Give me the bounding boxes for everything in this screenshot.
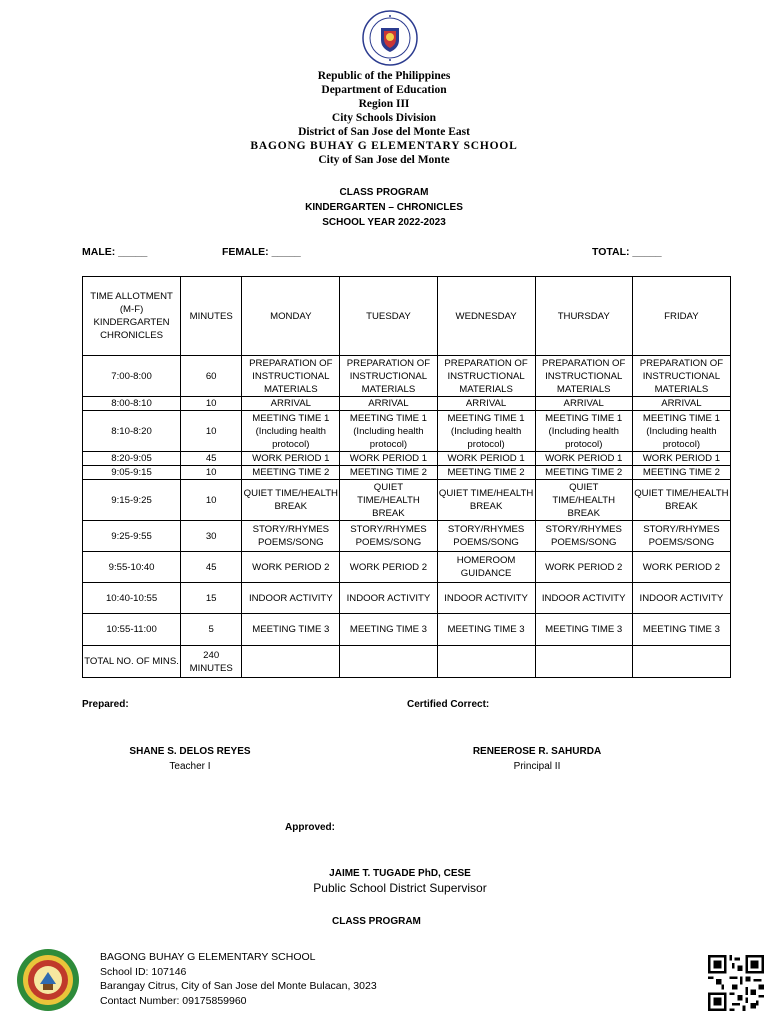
principal-title: Principal II	[513, 761, 561, 772]
activity-cell	[632, 646, 730, 678]
activity-cell: MEETING TIME 2	[340, 466, 437, 480]
school-logo-icon	[16, 948, 80, 1012]
time-cell: 9:25-9:55	[83, 521, 181, 552]
activity-cell: MEETING TIME 3	[340, 614, 437, 646]
activity-cell: QUIET TIME/HEALTH BREAK	[535, 480, 632, 521]
activity-cell: STORY/RHYMES POEMS/SONG	[535, 521, 632, 552]
time-cell: 9:05-9:15	[83, 466, 181, 480]
column-header: THURSDAY	[535, 277, 632, 356]
column-header: FRIDAY	[632, 277, 730, 356]
activity-cell: WORK PERIOD 1	[632, 452, 730, 466]
minutes-cell: 10	[181, 397, 242, 411]
activity-cell: PREPARATION OF INSTRUCTIONAL MATERIALS	[535, 356, 632, 397]
female-count: FEMALE: _____	[222, 246, 301, 258]
activity-cell: ARRIVAL	[242, 397, 340, 411]
supervisor-name: JAIME T. TUGADE PhD, CESE	[329, 868, 471, 879]
activity-cell: STORY/RHYMES POEMS/SONG	[242, 521, 340, 552]
footer-school: BAGONG BUHAY G ELEMENTARY SCHOOL	[100, 951, 316, 963]
activity-cell: ARRIVAL	[632, 397, 730, 411]
activity-cell: STORY/RHYMES POEMS/SONG	[437, 521, 535, 552]
activity-cell: WORK PERIOD 2	[242, 552, 340, 583]
activity-cell: WORK PERIOD 2	[632, 552, 730, 583]
activity-cell: INDOOR ACTIVITY	[437, 583, 535, 614]
minutes-cell: 15	[181, 583, 242, 614]
time-cell: 7:00-8:00	[83, 356, 181, 397]
activity-cell: INDOOR ACTIVITY	[535, 583, 632, 614]
total-count: TOTAL: _____	[592, 246, 662, 258]
activity-cell: INDOOR ACTIVITY	[340, 583, 437, 614]
header-line: Republic of the Philippines	[317, 70, 451, 82]
activity-cell: QUIET TIME/HEALTH BREAK	[340, 480, 437, 521]
activity-cell: WORK PERIOD 2	[340, 552, 437, 583]
table-row	[83, 356, 731, 397]
city-name: City of San Jose del Monte	[318, 154, 450, 166]
minutes-cell: 45	[181, 552, 242, 583]
activity-cell: INDOOR ACTIVITY	[242, 583, 340, 614]
activity-cell: MEETING TIME 2	[632, 466, 730, 480]
header-line: Region III	[358, 98, 410, 110]
minutes-cell: 10	[181, 411, 242, 452]
time-cell: 10:55-11:00	[83, 614, 181, 646]
activity-cell: ARRIVAL	[340, 397, 437, 411]
time-cell: 9:15-9:25	[83, 480, 181, 521]
activity-cell: PREPARATION OF INSTRUCTIONAL MATERIALS	[242, 356, 340, 397]
footer-doc-label: CLASS PROGRAM	[332, 916, 421, 927]
activity-cell: PREPARATION OF INSTRUCTIONAL MATERIALS	[437, 356, 535, 397]
activity-cell: QUIET TIME/HEALTH BREAK	[437, 480, 535, 521]
table-row	[83, 521, 731, 552]
qr-code-icon	[708, 955, 764, 1011]
minutes-cell: 10	[181, 480, 242, 521]
teacher-name: SHANE S. DELOS REYES	[129, 746, 251, 757]
header-line: City Schools Division	[331, 112, 437, 124]
column-header: WEDNESDAY	[437, 277, 535, 356]
table-row	[83, 397, 731, 411]
activity-cell: INDOOR ACTIVITY	[632, 583, 730, 614]
title-line: CLASS PROGRAM	[339, 187, 429, 198]
document-title	[0, 185, 768, 230]
activity-cell: MEETING TIME 2	[242, 466, 340, 480]
table-row	[83, 583, 731, 614]
class-program-table	[82, 276, 731, 678]
footer-address: Barangay Citrus, City of San Jose del Monte Bulacan, 3023	[100, 980, 377, 992]
table-header-row	[83, 277, 731, 356]
footer-info	[100, 950, 377, 1008]
activity-cell: PREPARATION OF INSTRUCTIONAL MATERIALS	[340, 356, 437, 397]
principal-signature	[437, 744, 637, 774]
activity-cell: WORK PERIOD 1	[340, 452, 437, 466]
activity-cell: HOMEROOM GUIDANCE	[437, 552, 535, 583]
prepared-label: Prepared:	[82, 699, 129, 710]
activity-cell: MEETING TIME 1 (Including health protocol)	[535, 411, 632, 452]
column-header: TIME ALLOTMENT (M-F) KINDERGARTEN CHRONICLES	[83, 277, 181, 356]
table-row	[83, 411, 731, 452]
header-line: District of San Jose del Monte East	[298, 126, 470, 138]
table-row	[83, 480, 731, 521]
activity-cell: STORY/RHYMES POEMS/SONG	[632, 521, 730, 552]
activity-cell: QUIET TIME/HEALTH BREAK	[632, 480, 730, 521]
column-header: MINUTES	[181, 277, 242, 356]
activity-cell: WORK PERIOD 1	[242, 452, 340, 466]
header-line: Department of Education	[321, 84, 447, 96]
time-cell: 8:20-9:05	[83, 452, 181, 466]
teacher-title: Teacher I	[169, 761, 211, 772]
minutes-cell: 60	[181, 356, 242, 397]
activity-cell: MEETING TIME 1 (Including health protocol)	[437, 411, 535, 452]
deped-seal-icon	[362, 10, 418, 66]
activity-cell: MEETING TIME 3	[242, 614, 340, 646]
teacher-signature	[90, 744, 290, 774]
time-cell: 8:00-8:10	[83, 397, 181, 411]
activity-cell	[535, 646, 632, 678]
activity-cell: MEETING TIME 3	[437, 614, 535, 646]
supervisor-signature	[250, 866, 550, 896]
activity-cell: MEETING TIME 1 (Including health protocol)	[632, 411, 730, 452]
footer-contact: Contact Number: 09175859960	[100, 994, 247, 1007]
table-row	[83, 646, 731, 678]
minutes-cell: 30	[181, 521, 242, 552]
activity-cell: STORY/RHYMES POEMS/SONG	[340, 521, 437, 552]
activity-cell: MEETING TIME 1 (Including health protocol)	[340, 411, 437, 452]
approved-label: Approved:	[285, 822, 335, 833]
activity-cell: ARRIVAL	[535, 397, 632, 411]
time-cell: 10:40-10:55	[83, 583, 181, 614]
school-name: BAGONG BUHAY G ELEMENTARY SCHOOL	[250, 140, 518, 152]
male-count: MALE: _____	[82, 246, 148, 258]
minutes-cell: 45	[181, 452, 242, 466]
activity-cell: WORK PERIOD 1	[437, 452, 535, 466]
activity-cell	[437, 646, 535, 678]
table-body	[83, 356, 731, 678]
activity-cell: MEETING TIME 1 (Including health protocol)	[242, 411, 340, 452]
supervisor-title: Public School District Supervisor	[313, 881, 487, 895]
time-cell: 9:55-10:40	[83, 552, 181, 583]
letterhead	[0, 69, 768, 167]
activity-cell: ARRIVAL	[437, 397, 535, 411]
table-row	[83, 552, 731, 583]
activity-cell	[340, 646, 437, 678]
minutes-cell: 240 MINUTES	[181, 646, 242, 678]
column-header: MONDAY	[242, 277, 340, 356]
table-row	[83, 452, 731, 466]
activity-cell: PREPARATION OF INSTRUCTIONAL MATERIALS	[632, 356, 730, 397]
principal-name: RENEEROSE R. SAHURDA	[472, 746, 602, 757]
activity-cell: MEETING TIME 2	[437, 466, 535, 480]
time-cell: 8:10-8:20	[83, 411, 181, 452]
activity-cell: WORK PERIOD 2	[535, 552, 632, 583]
footer-school-id: School ID: 107146	[100, 965, 187, 978]
activity-cell: QUIET TIME/HEALTH BREAK	[242, 480, 340, 521]
activity-cell: WORK PERIOD 1	[535, 452, 632, 466]
table-row	[83, 614, 731, 646]
title-line: KINDERGARTEN – CHRONICLES	[305, 202, 463, 213]
column-header: TUESDAY	[340, 277, 437, 356]
activity-cell: MEETING TIME 3	[535, 614, 632, 646]
activity-cell: MEETING TIME 3	[632, 614, 730, 646]
minutes-cell: 5	[181, 614, 242, 646]
title-line: SCHOOL YEAR 2022-2023	[322, 217, 446, 228]
table-row	[83, 466, 731, 480]
minutes-cell: 10	[181, 466, 242, 480]
activity-cell: MEETING TIME 2	[535, 466, 632, 480]
activity-cell	[242, 646, 340, 678]
time-cell: TOTAL NO. OF MINS.	[83, 646, 181, 678]
certified-label: Certified Correct:	[407, 699, 490, 710]
